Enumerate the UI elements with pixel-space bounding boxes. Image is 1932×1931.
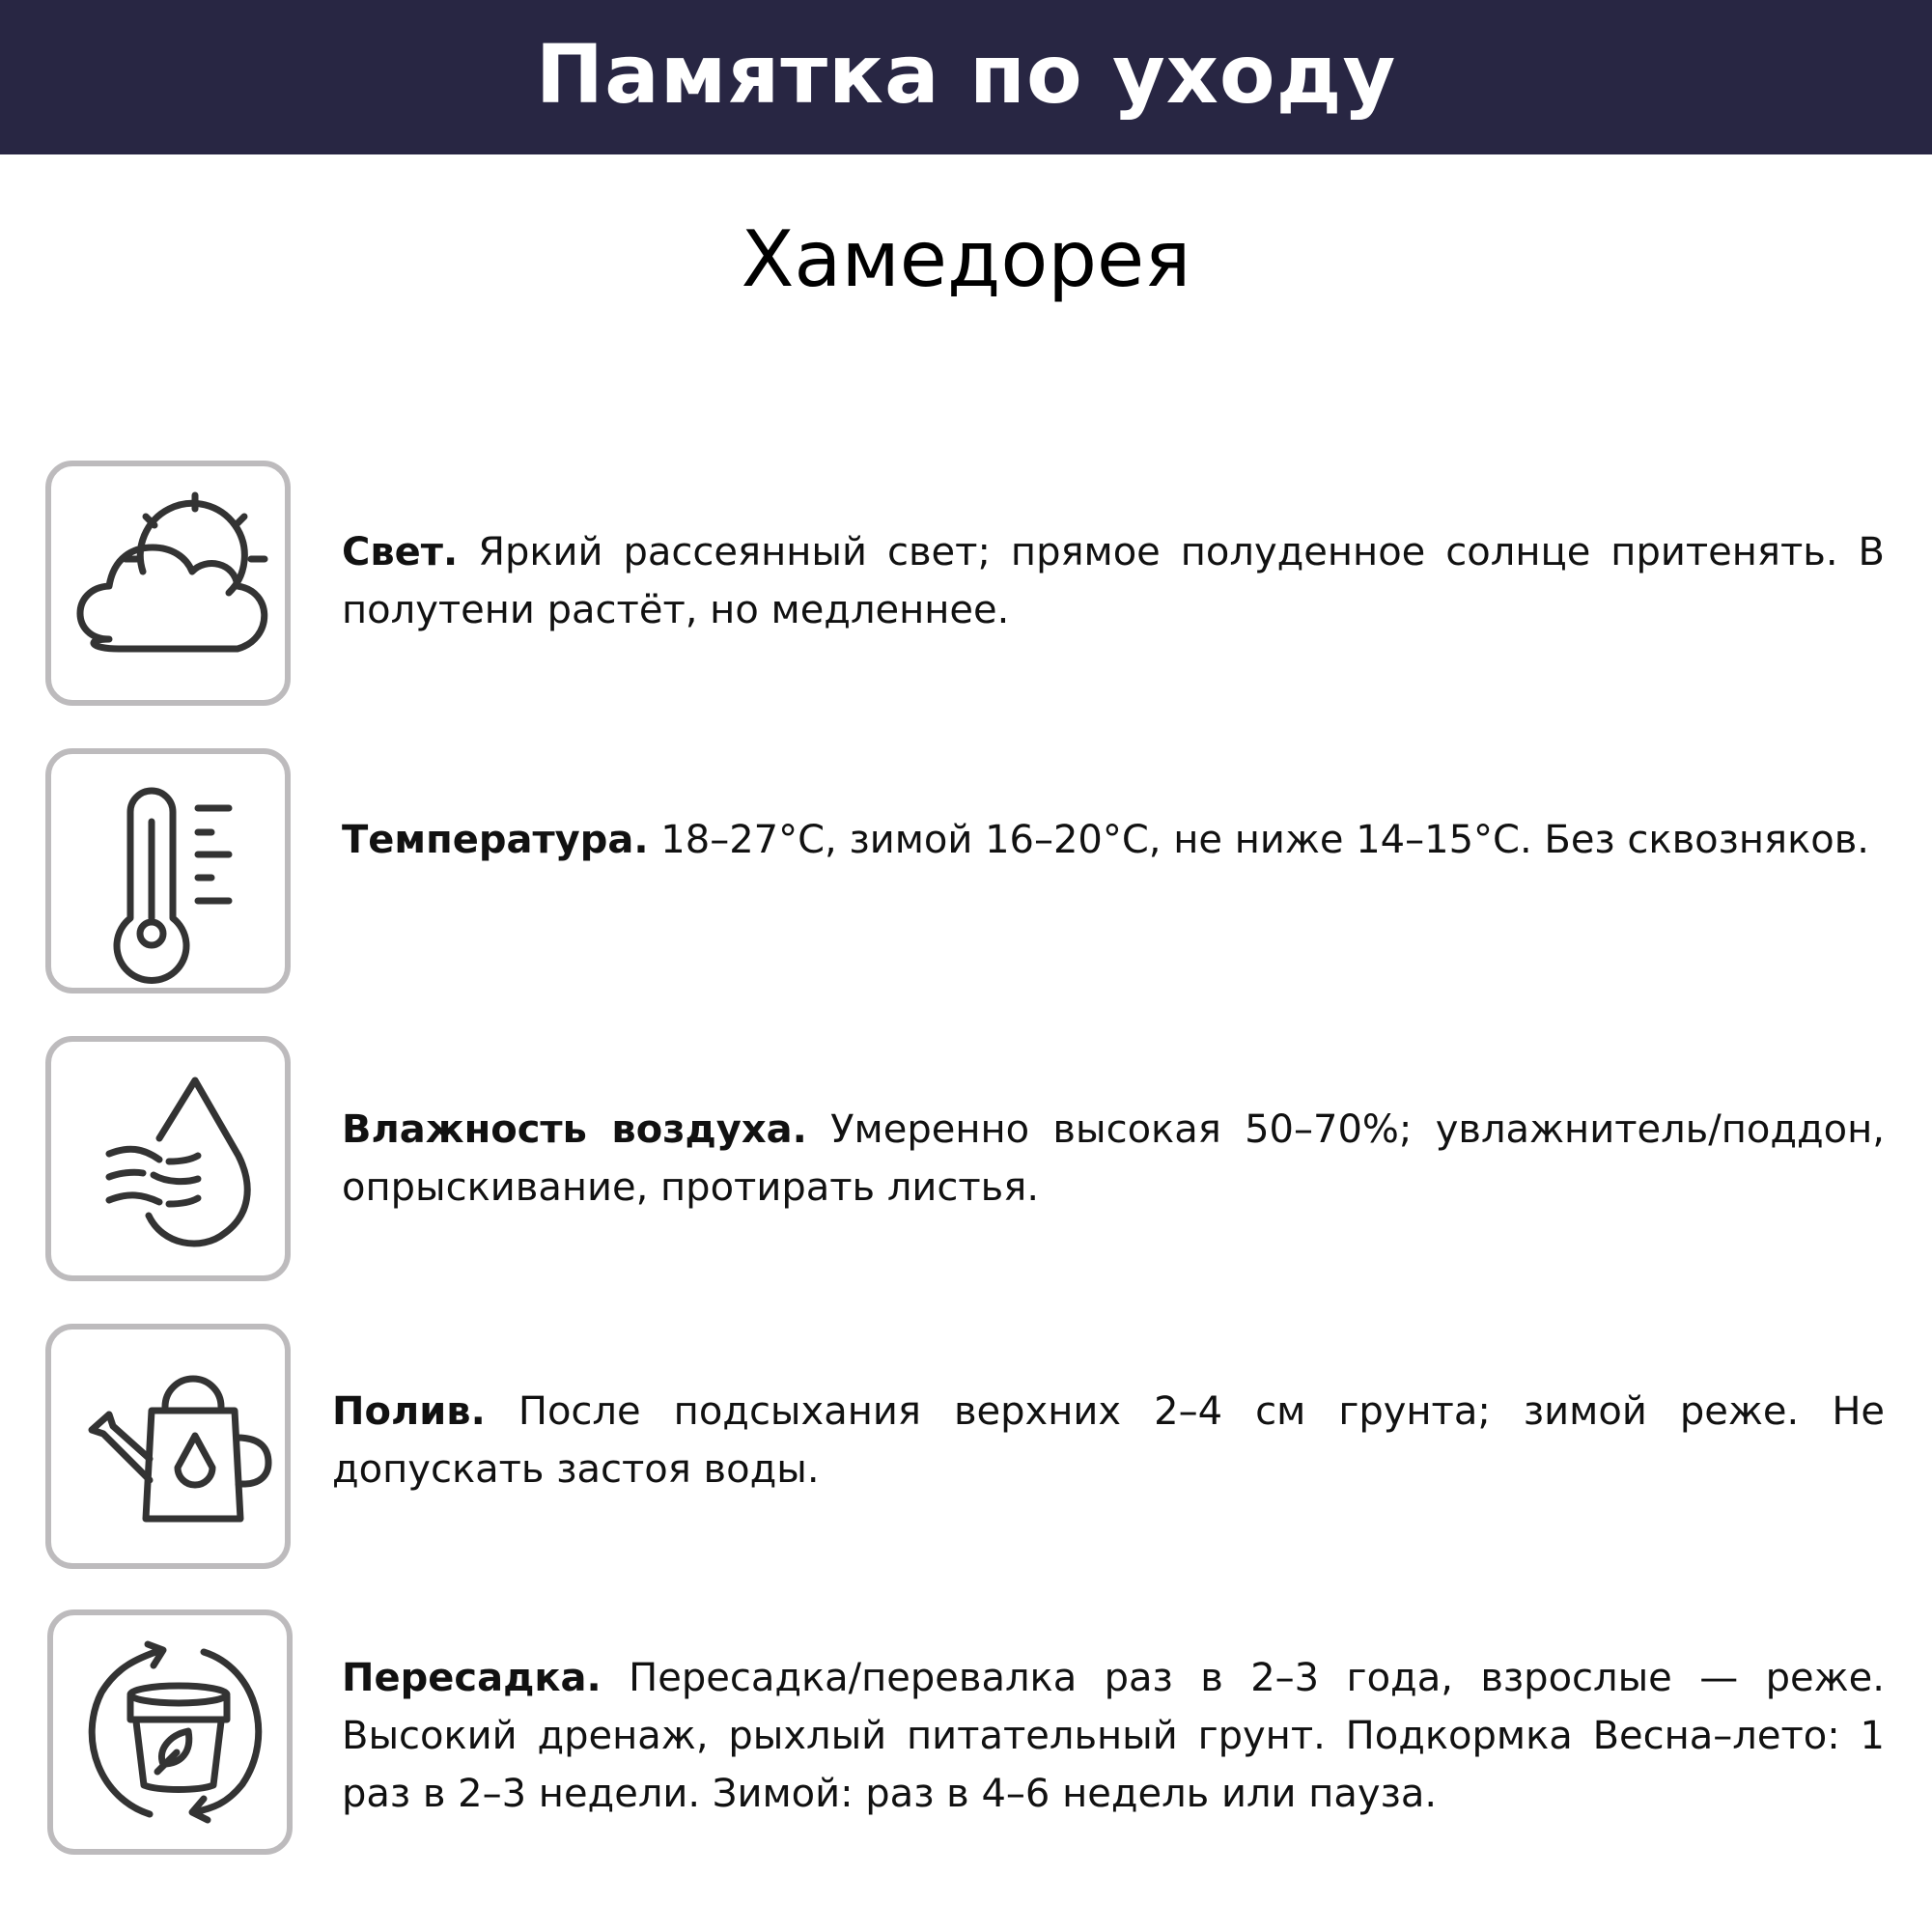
repot-icon (53, 1615, 287, 1849)
humidity-drop-icon (51, 1042, 285, 1275)
page-title: Памятка по уходу (535, 27, 1397, 122)
item-watering-text (332, 1383, 1885, 1498)
item-humidity-label: Влажность воздуха. (342, 1107, 807, 1152)
sun-cloud-icon (51, 466, 285, 700)
item-repotting-text (342, 1649, 1885, 1823)
item-repotting-desc: Пересадка/перевалка раз в 2–3 года, взрослые — реже. Высокий дренаж, рыхлый питательный грунт. Подкормка Весна–лето: 1 раз в 2–3 недели. Зимой: раз в 4–6 недель или пауза. (342, 1656, 1885, 1816)
item-temperature-desc: 18–27°C, зимой 16–20°C, не ниже 14–15°C. Без сквозняков. (660, 818, 1870, 862)
item-watering-desc: После подсыхания верхних 2–4 см грунта; зимой реже. Не допускать застоя воды. (332, 1389, 1886, 1492)
item-light-desc: Яркий рассеянный свет; прямое полуденное солнце притенять. В полутени растёт, но медленнее. (342, 530, 1885, 632)
item-temperature-label: Температура. (342, 818, 649, 862)
thermometer-icon (51, 754, 285, 988)
item-light-label: Свет. (342, 530, 459, 574)
item-repotting-label: Пересадка. (342, 1656, 602, 1700)
item-humidity-desc: Умеренно высокая 50–70%; увлажнитель/поддон, опрыскивание, протирать листья. (342, 1107, 1886, 1210)
item-humidity-text (342, 1101, 1885, 1217)
card-light (45, 461, 291, 706)
card-watering (45, 1324, 291, 1569)
plant-name: Хамедорея (741, 214, 1191, 304)
watering-can-icon (51, 1329, 285, 1563)
card-repotting (47, 1609, 293, 1855)
header-banner (0, 0, 1932, 154)
card-temperature (45, 748, 291, 993)
item-watering-label: Полив. (332, 1389, 486, 1434)
card-humidity (45, 1036, 291, 1281)
item-temperature-text (342, 811, 1885, 869)
item-light-text (342, 523, 1885, 639)
